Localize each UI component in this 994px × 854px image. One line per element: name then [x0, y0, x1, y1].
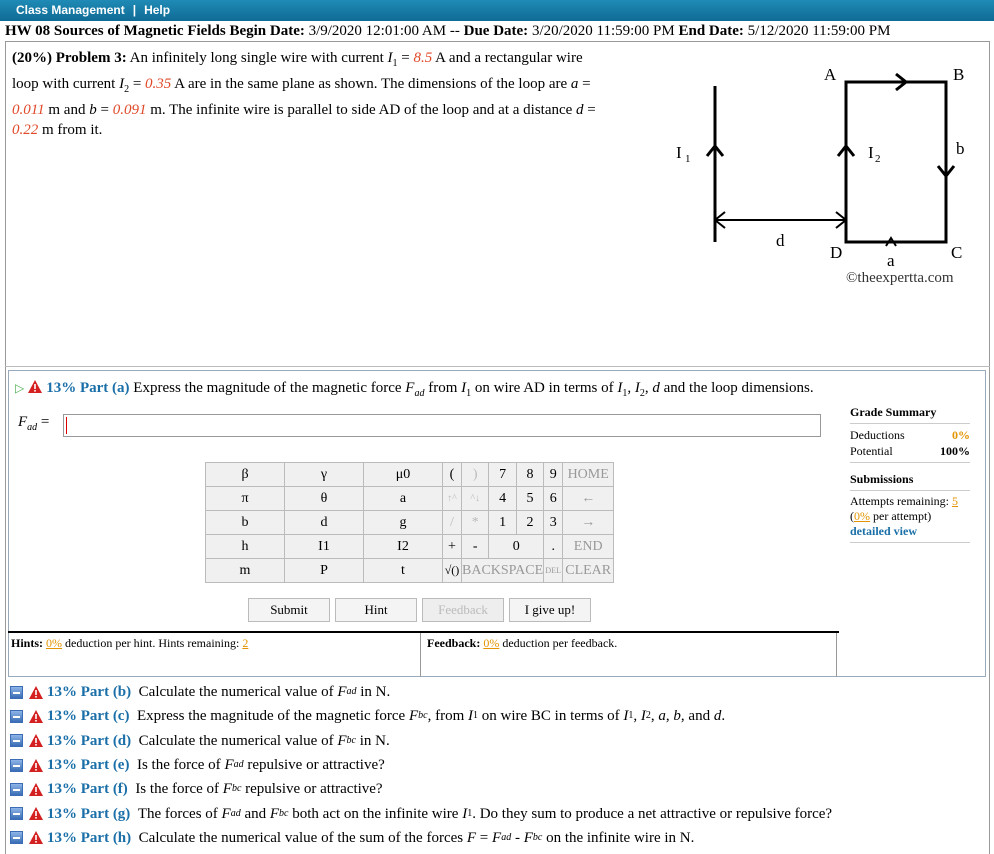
key-home[interactable]: HOME — [563, 463, 614, 487]
answer-label-eq: = — [37, 414, 50, 430]
potential-value: 100% — [940, 444, 970, 458]
collapse-icon[interactable] — [10, 759, 23, 772]
part-a-label: Part (a) — [79, 380, 130, 396]
part-a-text-2: from — [424, 380, 462, 396]
text-cursor — [66, 417, 67, 434]
key-b[interactable]: b — [206, 511, 285, 535]
part-percent: 13% — [47, 708, 77, 725]
key-mu0[interactable]: μ0 — [364, 463, 443, 487]
action-buttons — [248, 598, 591, 622]
key-backspace[interactable]: BACKSPACE — [462, 559, 544, 583]
deductions-value: 0% — [952, 428, 970, 442]
hints-label: Hints: — [11, 636, 44, 650]
hints-box — [8, 633, 421, 677]
key-beta[interactable]: β — [206, 463, 285, 487]
submit-button[interactable]: Submit — [248, 598, 330, 622]
label-b: b — [956, 139, 965, 158]
wire-loop — [846, 82, 946, 242]
feedback-deduction: 0% — [483, 636, 500, 650]
key-3[interactable]: 3 — [544, 511, 563, 535]
part-a-text-1: Express the magnitude of the magnetic force — [133, 380, 406, 396]
attempts-label: Attempts remaining: — [850, 494, 952, 508]
part-percent: 13% — [47, 781, 77, 798]
key-0[interactable]: 0 — [489, 535, 544, 559]
part-label: Part (f) — [80, 781, 128, 798]
warning-icon — [29, 807, 43, 820]
value-b: 0.091 — [112, 102, 147, 118]
collapse-icon[interactable] — [10, 831, 23, 844]
key-h[interactable]: h — [206, 535, 285, 559]
part-a-text-3: on wire AD in terms of — [471, 380, 618, 396]
warning-icon — [29, 710, 43, 723]
label-A: A — [824, 65, 837, 84]
top-menu-bar — [0, 0, 994, 21]
value-a: 0.011 — [12, 102, 45, 118]
label-I1-sub: 1 — [685, 153, 691, 165]
label-a: a — [887, 251, 895, 270]
part-label: Part (c) — [80, 708, 130, 725]
collapse-icon[interactable] — [10, 734, 23, 747]
key-6[interactable]: 6 — [544, 487, 563, 511]
key-2[interactable]: 2 — [516, 511, 543, 535]
collapse-icon[interactable] — [10, 686, 23, 699]
copyright: ©theexpertta.com — [846, 270, 954, 286]
key-pi[interactable]: π — [206, 487, 285, 511]
key-close-paren[interactable]: ) — [462, 463, 489, 487]
feedback-box — [424, 633, 837, 677]
key-minus[interactable]: - — [462, 535, 489, 559]
label-d: d — [776, 231, 785, 250]
key-g[interactable]: g — [364, 511, 443, 535]
collapse-icon[interactable] — [10, 710, 23, 723]
part-label: Part (d) — [80, 732, 132, 749]
part-percent: 13% — [47, 829, 77, 846]
menu-separator: | — [132, 3, 137, 17]
part-label: Part (b) — [80, 684, 132, 701]
key-9[interactable]: 9 — [544, 463, 563, 487]
part-b-item[interactable]: 13% Part (b) Calculate the numerical value of F ad in N. — [10, 680, 832, 704]
key-clear[interactable]: CLEAR — [563, 559, 614, 583]
part-h-item[interactable]: 13% Part (h) Calculate the numerical value of the sum of the forces F = F ad - F bc on the infinite wire in N. — [10, 826, 832, 850]
key-end[interactable]: END — [563, 535, 614, 559]
end-date-value: 5/12/2020 11:59:00 PM — [747, 23, 891, 39]
begin-date-value: 3/9/2020 12:01:00 AM -- — [308, 23, 464, 39]
key-dot[interactable]: . — [544, 535, 563, 559]
key-multiply[interactable]: * — [462, 511, 489, 535]
hints-remaining: 2 — [242, 636, 249, 650]
part-percent: 13% — [47, 805, 77, 822]
per-attempt-label: per attempt) — [870, 509, 932, 523]
key-5[interactable]: 5 — [516, 487, 543, 511]
due-date-value: 3/20/2020 11:59:00 PM — [531, 23, 675, 39]
give-up-button[interactable]: I give up! — [509, 598, 591, 622]
help-link[interactable]: Help — [144, 3, 171, 17]
part-percent: 13% — [47, 757, 77, 774]
part-e-item[interactable]: 13% Part (e) Is the force of F ad repulsive or attractive? — [10, 753, 832, 777]
feedback-label: Feedback: — [427, 636, 481, 650]
divider — [5, 366, 990, 367]
problem-text-6: m from it. — [38, 122, 103, 138]
key-I2[interactable]: I2 — [364, 535, 443, 559]
warning-icon — [29, 686, 43, 699]
part-label: Part (h) — [80, 829, 132, 846]
submissions-title: Submissions — [850, 472, 914, 486]
warning-icon — [29, 759, 43, 772]
feedback-button[interactable]: Feedback — [422, 598, 504, 622]
part-a-text-4: and the loop dimensions. — [659, 380, 814, 396]
key-1[interactable]: 1 — [489, 511, 516, 535]
part-percent: 13% — [47, 732, 77, 749]
per-attempt-value: 0% — [854, 509, 870, 523]
collapse-icon[interactable] — [10, 807, 23, 820]
warning-icon — [29, 783, 43, 796]
hints-deduction: 0% — [46, 636, 63, 650]
potential-label: Potential — [850, 444, 893, 458]
problem-text-1: An infinitely long single wire with current — [129, 50, 388, 66]
part-a-header[interactable]: ▷ 13% Part (a) Express the magnitude of the magnetic force $F_{ad}$ from $I_1$ on wire AD in terms of $I_1$, $I_2$, d and the loop dimensions. — [15, 380, 814, 399]
hw-name: HW 08 Sources of Magnetic Fields — [5, 23, 226, 39]
symbol-keypad — [205, 462, 614, 583]
detailed-view-link[interactable]: detailed view — [850, 524, 917, 538]
key-power-down[interactable]: ^↓ — [462, 487, 489, 511]
part-c-item[interactable]: 13% Part (c) Express the magnitude of the magnetic force F bc , from I 1 on wire BC in terms of I 1 , I 2 , a , b , and d . — [10, 704, 832, 728]
label-B: B — [953, 65, 965, 84]
part-a-percent: 13% — [46, 380, 77, 396]
problem-text-3: A are in the same plane as shown. The dimensions of the loop are — [171, 76, 571, 92]
grade-summary-title: Grade Summary — [850, 405, 937, 419]
key-d[interactable]: d — [285, 511, 364, 535]
begin-date-label: Begin Date: — [229, 23, 305, 39]
key-power-up[interactable]: ↑^ — [443, 487, 462, 511]
part-f-item[interactable]: 13% Part (f) Is the force of F bc repulsive or attractive? — [10, 777, 832, 801]
circuit-diagram — [668, 58, 988, 290]
answer-label — [18, 414, 49, 433]
part-percent: 13% — [47, 684, 77, 701]
key-plus[interactable]: + — [443, 535, 462, 559]
end-date-label: End Date: — [678, 23, 744, 39]
key-m[interactable]: m — [206, 559, 285, 583]
key-del[interactable]: DEL — [544, 559, 563, 583]
problem-statement: (20%) Problem 3: An infinitely long single wire with current $I_1 = 8.5$ A and a rectangular wire loop with current $I_2 = 0.35$ A are in the same plane as shown. The dimensions of the loop are a = 0.011 m and b = 0.091 m. The infinite wire is parallel to side AD of the loop and at a distance d = 0.22 m from it. — [12, 50, 596, 138]
value-i1: 8.5 — [413, 50, 433, 66]
problem-text-2: A and a rectangular wire loop with current — [12, 50, 583, 92]
left-arrow-key-icon[interactable]: ← — [563, 487, 614, 511]
warning-icon — [28, 380, 42, 393]
problem-label: Problem 3: — [55, 50, 127, 66]
key-P[interactable]: P — [285, 559, 364, 583]
label-C: C — [951, 243, 963, 262]
hints-text: deduction per hint. Hints remaining: — [62, 636, 243, 650]
key-7[interactable]: 7 — [489, 463, 516, 487]
value-i2: 0.35 — [145, 76, 172, 92]
answer-label-f: F — [18, 414, 28, 430]
deductions-label: Deductions — [850, 428, 905, 442]
warning-icon — [29, 734, 43, 747]
attempts-value: 5 — [951, 494, 958, 508]
hint-button[interactable]: Hint — [335, 598, 417, 622]
assignment-header — [5, 22, 990, 42]
key-4[interactable]: 4 — [489, 487, 516, 511]
due-date-label: Due Date: — [463, 23, 529, 39]
submissions-summary: Submissions Attempts remaining: 5 (0% per attempt) detailed view — [850, 472, 970, 546]
value-d: 0.22 — [12, 122, 39, 138]
problem-text-4: m and — [44, 102, 90, 118]
key-t[interactable]: t — [364, 559, 443, 583]
key-8[interactable]: 8 — [516, 463, 543, 487]
key-theta[interactable]: θ — [285, 487, 364, 511]
key-gamma[interactable]: γ — [285, 463, 364, 487]
expand-triangle-icon[interactable]: ▷ — [15, 381, 25, 395]
feedback-text: deduction per feedback. — [499, 636, 618, 650]
part-d-item[interactable]: 13% Part (d) Calculate the numerical value of F bc in N. — [10, 729, 832, 753]
key-open-paren[interactable]: ( — [443, 463, 462, 487]
key-a[interactable]: a — [364, 487, 443, 511]
part-label: Part (e) — [80, 757, 130, 774]
part-label: Part (g) — [80, 805, 131, 822]
answer-input[interactable] — [63, 414, 821, 437]
label-I2: I — [868, 143, 874, 162]
part-g-item[interactable]: 13% Part (g) The forces of F ad and F bc both act on the infinite wire I 1 . Do they sum to produce a net attractive or repulsive force? — [10, 801, 832, 825]
collapsed-parts-list — [10, 680, 832, 850]
answer-label-sub: ad — [27, 422, 38, 433]
label-I1: I — [676, 143, 682, 162]
problem-text-5: m. The infinite wire is parallel to side AD of the loop and at a distance — [146, 102, 577, 118]
label-D: D — [830, 243, 843, 262]
right-arrow-key-icon[interactable]: → — [563, 511, 614, 535]
class-management-link[interactable]: Class Management — [16, 3, 125, 17]
grade-summary — [850, 405, 970, 466]
key-I1[interactable]: I1 — [285, 535, 364, 559]
label-I2-sub: 2 — [875, 153, 881, 165]
warning-icon — [29, 831, 43, 844]
problem-weight: (20%) — [12, 50, 52, 66]
key-divide[interactable]: / — [443, 511, 462, 535]
collapse-icon[interactable] — [10, 783, 23, 796]
key-sqrt[interactable]: √() — [443, 559, 462, 583]
